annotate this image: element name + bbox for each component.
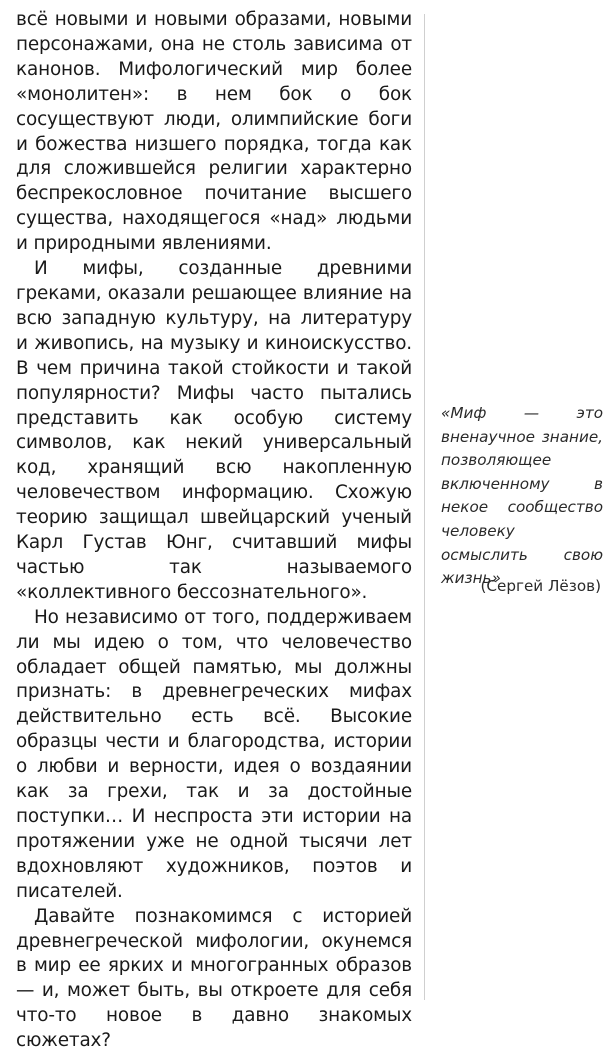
body-paragraph-2: И мифы, созданные древними греками, оказали решающее влияние на всю западную культуру, на литературу и живопись, на музыку и киноискусство. В чем причина такой стойкости и такой популярности? Мифы часто пытались представить как особую систему символов, как некий универсальный код, хранящий всю накопленную человечеством информацию. Схожую теорию защищал швейцарский ученый Карл Густав Юнг, считавший мифы частью так называемого «коллективного бессознательного». (16, 258, 412, 603)
column-divider (424, 14, 425, 1000)
sidebar-quote-author: (Сергей Лёзов) (480, 577, 601, 595)
body-paragraph-4: Давайте познакомимся с историей древнегреческой мифологии, окунемся в мир ее ярких и многогранных образов — и, может быть, вы откроете для себя что-то новое в давно знакомых сюжетах? (16, 905, 412, 1052)
sidebar-quote: «Миф — это вненаучное знание, позволяющее включенному в некое сообщество человеку осмыслить свою жизнь» (441, 404, 603, 588)
body-paragraph-1: всё новыми и новыми образами, новыми персонажами, она не столь зависима от канонов. Мифологический мир более «монолитен»: в нем бок о бок сосуществуют люди, олимпийские боги и божества низшего порядка, тогда как для сложившейся религии характерно беспрекословное почитание высшего существа, находящегося «над» людьми и природными явлениями. (16, 9, 412, 255)
body-paragraph-3: Но независимо от того, поддерживаем ли мы идею о том, что человечество обладает общей памятью, мы должны признать: в древнегреческих мифах действительно есть всё. Высокие образцы чести и благородства, истории о любви и верности, идея о воздаянии как за грехи, так и за достойные поступки… И неспроста эти истории на протяжении уже не одной тысячи лет вдохновляют художников, поэтов и писателей. (16, 606, 412, 902)
main-text-column (16, 8, 412, 1054)
